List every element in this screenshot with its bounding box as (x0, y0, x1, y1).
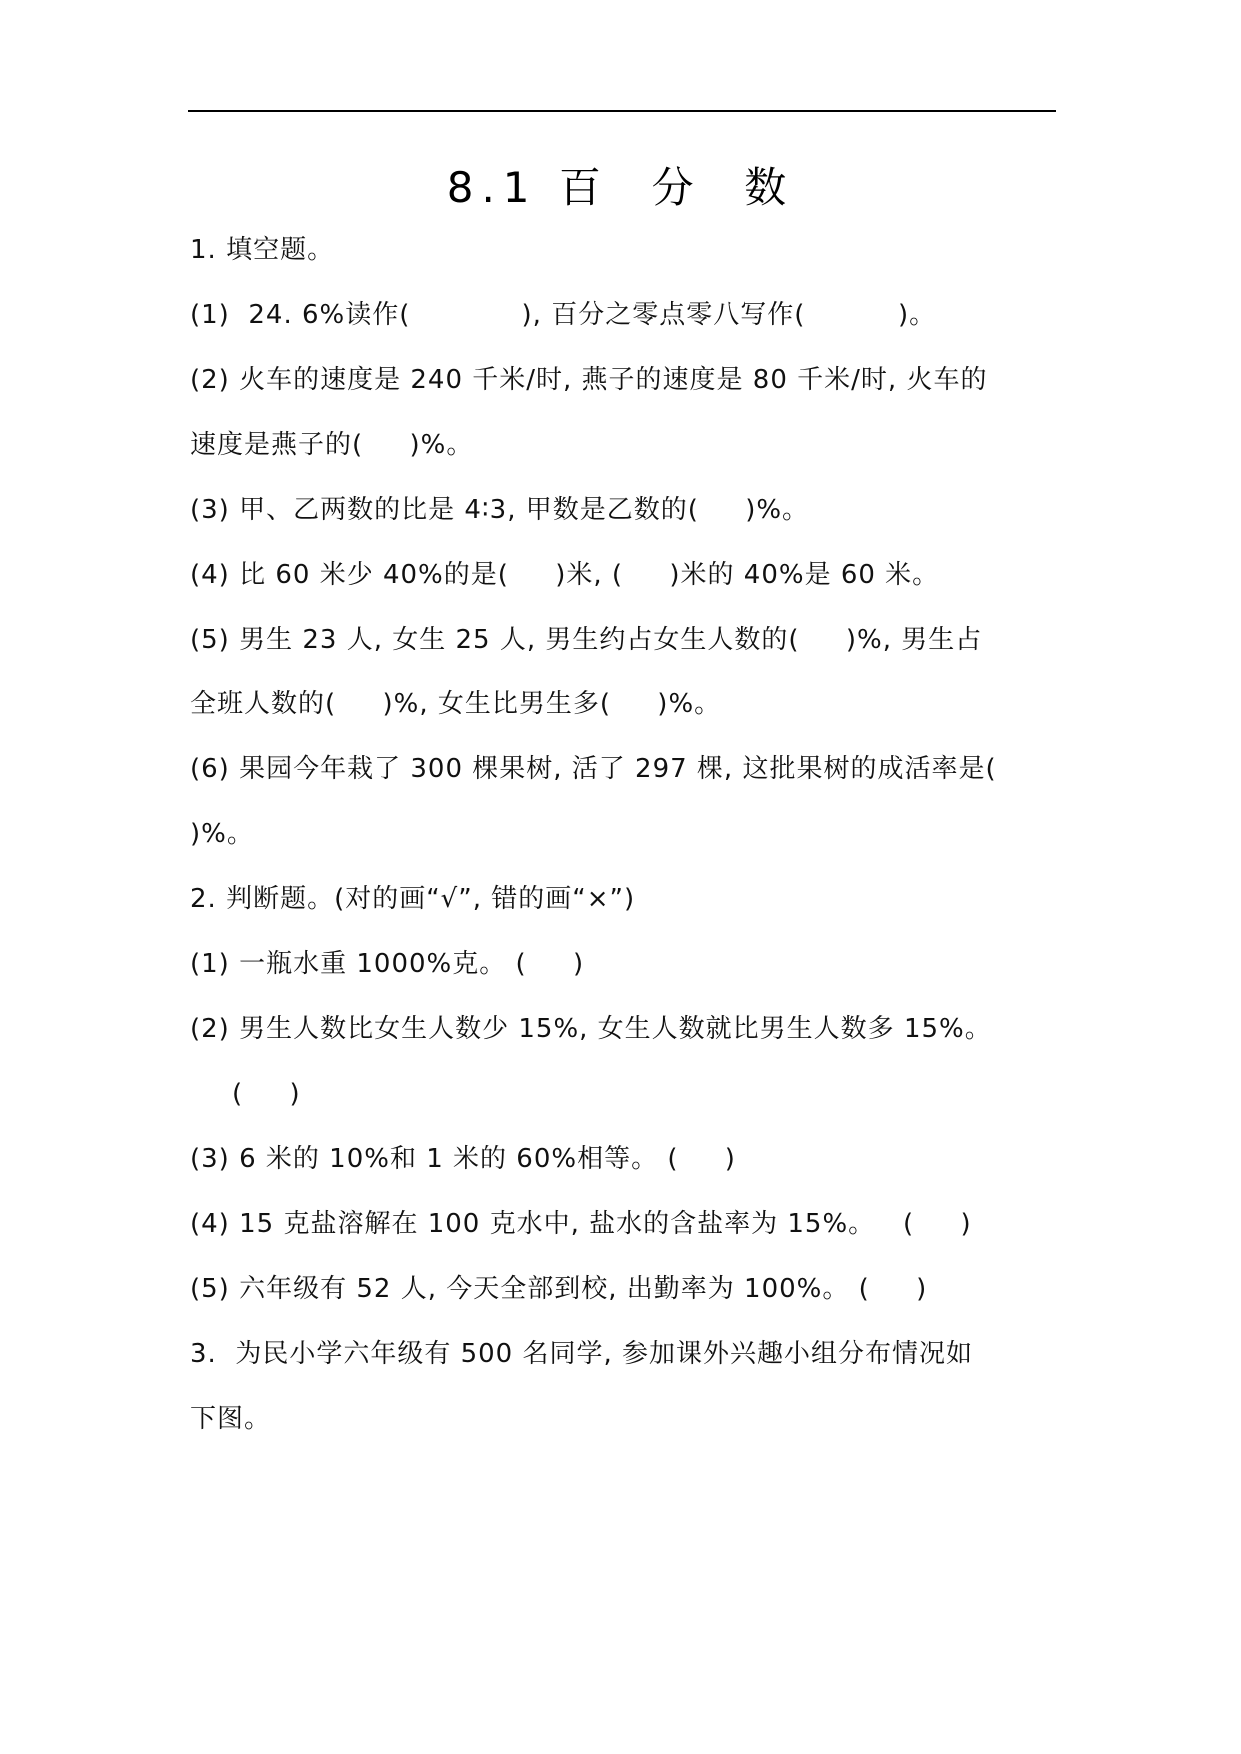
question-1-1: (1) 24. 6%读作( ), 百分之零点零八写作( )。 (190, 300, 937, 330)
question-2-2-line-1: (2) 男生人数比女生人数少 15%, 女生人数就比男生人数多 15%。 (190, 1014, 992, 1044)
question-1-5-line-1: (5) 男生 23 人, 女生 25 人, 男生约占女生人数的( )%, 男生占 (190, 625, 983, 655)
question-1-3: (3) 甲、乙两数的比是 4∶3, 甲数是乙数的( )%。 (190, 495, 810, 525)
question-1-2-line-2: 速度是燕子的( )%。 (190, 430, 474, 460)
page-title: 8.1 百 分 数 (446, 163, 795, 212)
question-2-1: (1) 一瓶水重 1000%克。 ( ) (190, 949, 585, 979)
question-1-4: (4) 比 60 米少 40%的是( )米, ( )米的 40%是 60 米。 (190, 560, 940, 590)
section-1-heading: 1. 填空题。 (190, 235, 335, 265)
question-1-5-line-2: 全班人数的( )%, 女生比男生多( )%。 (190, 689, 722, 719)
question-2-5: (5) 六年级有 52 人, 今天全部到校, 出勤率为 100%。 ( ) (190, 1274, 928, 1304)
section-3-line-2: 下图。 (190, 1404, 272, 1434)
question-2-2-line-2: ( ) (232, 1079, 301, 1109)
question-1-2-line-1: (2) 火车的速度是 240 千米/时, 燕子的速度是 80 千米/时, 火车的 (190, 365, 988, 395)
section-3-line-1: 3. 为民小学六年级有 500 名同学, 参加课外兴趣小组分布情况如 (190, 1339, 974, 1369)
question-1-6-line-2: )%。 (190, 819, 254, 849)
question-2-3: (3) 6 米的 10%和 1 米的 60%相等。 ( ) (190, 1144, 736, 1174)
header-rule (188, 110, 1056, 112)
question-1-6-line-1: (6) 果园今年栽了 300 棵果树, 活了 297 棵, 这批果树的成活率是( (190, 754, 997, 784)
section-2-heading: 2. 判断题。(对的画“√”, 错的画“×”) (190, 884, 636, 914)
question-2-4: (4) 15 克盐溶解在 100 克水中, 盐水的含盐率为 15%。 ( ) (190, 1209, 972, 1239)
